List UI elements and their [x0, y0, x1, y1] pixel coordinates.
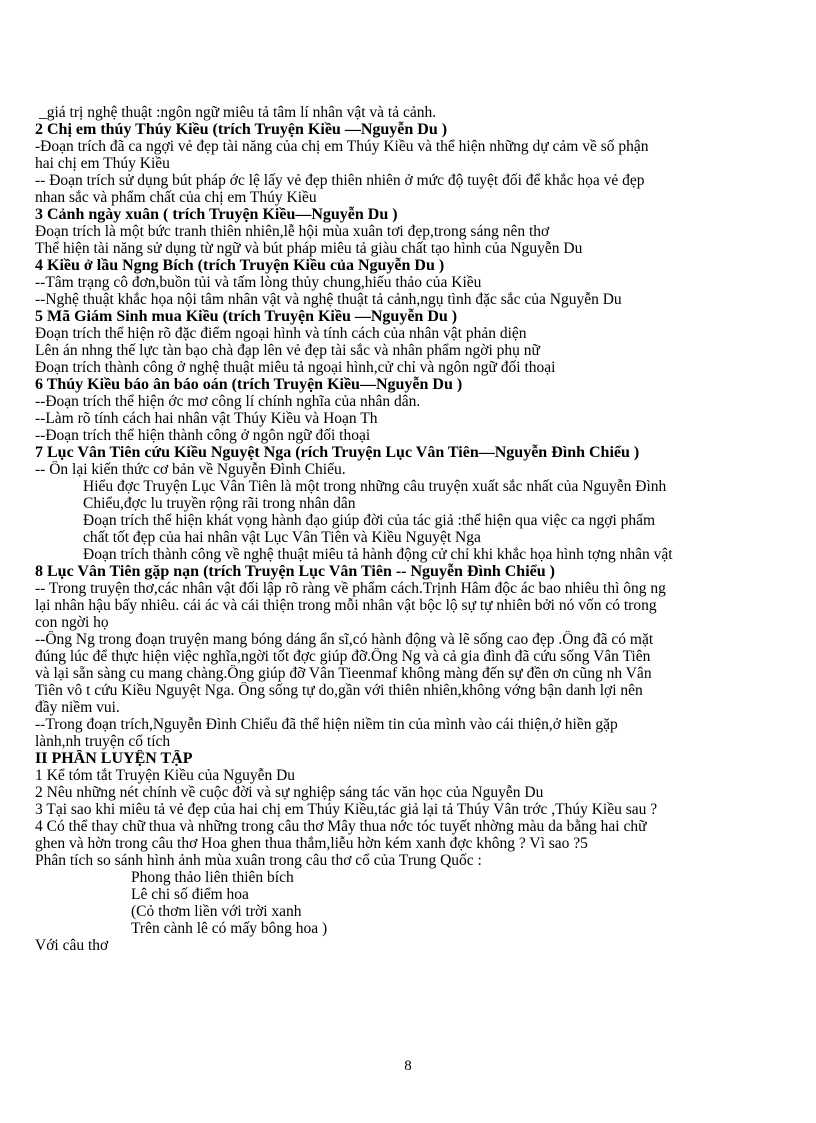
text-line: Hiểu đợc Truyện Lục Vân Tiên là một trong những câu truyện xuất sắc nhất của Nguyễn Đình — [83, 478, 667, 495]
text-line: Phong thảo liên thiên bích — [131, 869, 294, 886]
text-line: -- Đoạn trích sử dụng bút pháp ớc lệ lấy vẻ đẹp thiên nhiên ở mức độ tuyệt đối để khắc họa vẻ đẹp — [35, 172, 645, 189]
text-line: -- Trong truyện thơ,các nhân vật đối lập rõ ràng về phẩm cách.Trịnh Hâm độc ác bao nhiêu thì ông ng — [35, 580, 666, 597]
text-line: (Cỏ thơm liền với trời xanh — [131, 903, 302, 920]
text-line: Đoạn trích thành công ở nghệ thuật miêu tả ngoại hình,cử chỉ và ngôn ngữ đối thoại — [35, 359, 556, 376]
text-line: Đoạn trích thể hiện rõ đặc điểm ngoại hình và tính cách của nhân vật phản diện — [35, 325, 527, 342]
text-line: Tiên vô t cứu Kiều Nguyệt Nga. Ông sống tự do,gần với thiên nhiên,không vớng bận danh lợi nên — [35, 682, 643, 699]
section-heading: 5 Mã Giám Sinh mua Kiều (trích Truyện Kiều —Nguyễn Du ) — [35, 308, 458, 325]
text-line: -- Ôn lại kiến thức cơ bản về Nguyễn Đình Chiểu. — [35, 461, 346, 478]
page-number: 8 — [404, 1058, 412, 1074]
text-line: 2 Nêu những nét chính về cuộc đời và sự nghiệp sáng tác văn học của Nguyễn Du — [35, 784, 544, 801]
text-line: và lại sẵn sàng cu mang chàng.Ông giúp đỡ Vân Tieenmaf không màng đến sự đền ơn cũng nh Vân — [35, 665, 652, 682]
section-heading: 4 Kiều ở lầu Ngng Bích (trích Truyện Kiều của Nguyễn Du ) — [35, 257, 445, 274]
text-line: Với câu thơ — [35, 937, 109, 954]
text-line: ghen và hờn trong câu thơ Hoa ghen thua thắm,liễu hờn kém xanh đợc không ? Vì sao ?5 — [35, 835, 588, 852]
text-line: --Tâm trạng cô đơn,buồn tủi và tấm lòng thủy chung,hiếu thảo của Kiều — [35, 274, 482, 291]
text-line: --Ông Ng trong đoạn truyện mang bóng dáng ẩn sĩ,có hành động và lẽ sống cao đẹp .Ông đã có mặt — [35, 631, 654, 648]
text-line: Lên án nhng thế lực tàn bạo chà đạp lên vẻ đẹp tài sắc và nhân phẩm ngời phụ nữ — [35, 342, 540, 359]
section-heading: 6 Thúy Kiều báo ân báo oán (trích Truyện Kiều—Nguyễn Du ) — [35, 376, 463, 393]
text-line: con ngời họ — [35, 614, 109, 631]
text-line: 1 Kể tóm tắt Truyện Kiều của Nguyễn Du — [35, 767, 296, 784]
text-line: --Làm rõ tính cách hai nhân vật Thúy Kiều và Hoạn Th — [35, 410, 378, 427]
text-line: Đoạn trích là một bức tranh thiên nhiên,lễ hội mùa xuân tơi đẹp,trong sáng nên thơ — [35, 223, 550, 240]
text-line: Đoạn trích thành công về nghệ thuật miêu tả hành động cử chỉ khi khắc họa hình tợng nhân vật — [83, 546, 673, 563]
text-line: Phân tích so sánh hình ảnh mùa xuân trong câu thơ cổ của Trung Quốc : — [35, 852, 482, 869]
text-line: 3 Tại sao khi miêu tả vẻ đẹp của hai chị em Thúy Kiều,tác giả lại tả Thúy Vân trớc ,Thúy Kiều sau ? — [35, 801, 658, 818]
section-heading: 3 Cảnh ngày xuân ( trích Truyện Kiều—Nguyễn Du ) — [35, 206, 398, 223]
text-line: lành,nh truyện cổ tích — [35, 733, 171, 750]
text-line: đúng lúc để thực hiện việc nghĩa,ngời tốt đợc giúp đỡ.Ông Ng và cả gia đình đã cứu sống Vân Tiên — [35, 648, 651, 665]
text-line: lại nhân hậu bấy nhiêu. cái ác và cái thiện trong mỗi nhân vật bộc lộ sự tự nhiên bởi nó vốn có trong — [35, 597, 657, 614]
section-heading: 8 Lục Vân Tiên gặp nạn (trích Truyện Lục Vân Tiên -- Nguyễn Đình Chiểu ) — [35, 563, 555, 580]
text-line: Thể hiện tài năng sử dụng từ ngữ và bút pháp miêu tả giàu chất tạo hình của Nguyễn Du — [35, 240, 583, 257]
text-line: chất tốt đẹp của hai nhân vật Lục Vân Tiên và Kiều Nguyệt Nga — [83, 529, 481, 546]
section-heading: II PHẦN LUYỆN TẬP — [35, 750, 193, 767]
text-line: đầy niềm vui. — [35, 699, 120, 716]
text-line: Đoạn trích thể hiện khát vọng hành đạo giúp đời của tác giả :thể hiện qua việc ca ngợi phẩm — [83, 512, 656, 529]
text-line: Lê chi số điểm hoa — [131, 886, 249, 903]
section-heading: 2 Chị em thúy Thúy Kiều (trích Truyện Kiều —Nguyễn Du ) — [35, 121, 448, 138]
section-heading: 7 Lục Vân Tiên cứu Kiều Nguyệt Nga (rích Truyện Lục Vân Tiên—Nguyễn Đình Chiểu ) — [35, 444, 640, 461]
text-line: 4 Có thể thay chữ thua và những trong câu thơ Mây thua nớc tóc tuyết nhờng màu da bằng hai chữ — [35, 818, 647, 835]
text-line: --Đoạn trích thể hiện thành công ở ngôn ngữ đối thoại — [35, 427, 371, 444]
text-line: -Đoạn trích đã ca ngợi vẻ đẹp tài năng của chị em Thúy Kiều và thể hiện những dự cảm về số phận — [35, 138, 649, 155]
text-line: nhan sắc và phẩm chất của chị em Thúy Kiều — [35, 189, 317, 206]
text-line: _giá trị nghệ thuật :ngôn ngữ miêu tả tâm lí nhân vật và tả cảnh. — [39, 104, 437, 121]
text-line: Trên cành lê có mấy bông hoa ) — [131, 920, 328, 937]
document-body — [35, 104, 795, 954]
text-line: --Nghệ thuật khắc họa nội tâm nhân vật và nghệ thuật tả cảnh,ngụ tình đặc sắc của Nguyễn Du — [35, 291, 622, 308]
text-line: --Trong đoạn trích,Nguyễn Đình Chiểu đã thể hiện niềm tin của mình vào cái thiện,ở hiền gặp — [35, 716, 618, 733]
text-line: Chiểu,đợc lu truyền rộng rãi trong nhân dân — [83, 495, 356, 512]
text-line: hai chị em Thúy Kiều — [35, 155, 170, 172]
text-line: --Đoạn trích thể hiện ớc mơ công lí chính nghĩa của nhân dân. — [35, 393, 421, 410]
